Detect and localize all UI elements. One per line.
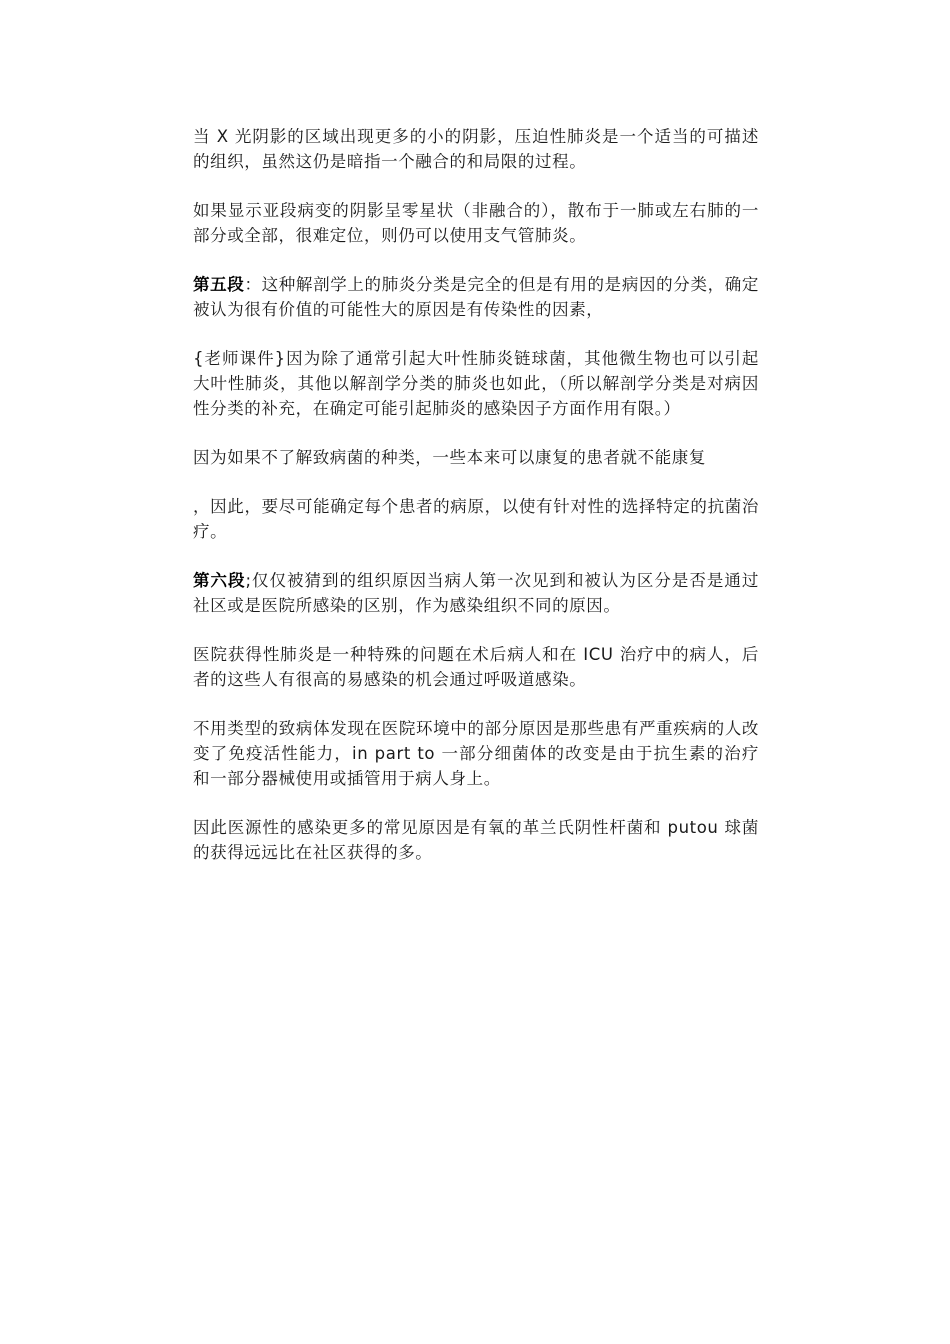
- paragraph-6: [193, 494, 759, 544]
- paragraph-8: [193, 642, 759, 692]
- paragraph-1: [193, 124, 759, 174]
- paragraph-text: 不用类型的致病体发现在医院环境中的部分原因是那些患有严重疾病的人改变了免疫活性能力，in part to 一部分细菌体的改变是由于抗生素的治疗和一部分器械使用或插管用于病人身上。: [193, 719, 759, 788]
- paragraph-5: [193, 445, 759, 470]
- paragraph-text: ，因此，要尽可能确定每个患者的病原，以使有针对性的选择特定的抗菌治疗。: [193, 497, 759, 541]
- paragraph-text: 因此医源性的感染更多的常见原因是有氧的革兰氏阴性杆菌和 putou 球菌的获得远远比在社区获得的多。: [193, 818, 759, 862]
- document-body: [193, 124, 759, 889]
- paragraph-text: 医院获得性肺炎是一种特殊的问题在术后病人和在 ICU 治疗中的病人，后者的这些人有很高的易感染的机会通过呼吸道感染。: [193, 645, 759, 689]
- paragraph-text: ：这种解剖学上的肺炎分类是完全的但是有用的是病因的分类，确定被认为很有价值的可能性大的原因是有传染性的因素，: [193, 275, 759, 319]
- paragraph-text: 当 X 光阴影的区域出现更多的小的阴影，压迫性肺炎是一个适当的可描述的组织，虽然这仍是暗指一个融合的和局限的过程。: [193, 127, 759, 171]
- section-heading-5: 第五段: [193, 275, 245, 294]
- paragraph-4: [193, 346, 759, 421]
- paragraph-text: ;仅仅被猜到的组织原因当病人第一次见到和被认为区分是否是通过社区或是医院所感染的区别，作为感染组织不同的原因。: [193, 571, 759, 615]
- paragraph-9: [193, 716, 759, 791]
- paragraph-10: [193, 815, 759, 865]
- paragraph-2: [193, 198, 759, 248]
- paragraph-3: [193, 272, 759, 322]
- section-heading-6: 第六段: [193, 571, 246, 590]
- paragraph-text: 如果显示亚段病变的阴影呈零星状（非融合的），散布于一肺或左右肺的一部分或全部，很难定位，则仍可以使用支气管肺炎。: [193, 201, 759, 245]
- paragraph-text: {老师课件}因为除了通常引起大叶性肺炎链球菌，其他微生物也可以引起大叶性肺炎，其他以解剖学分类的肺炎也如此，（所以解剖学分类是对病因性分类的补充，在确定可能引起肺炎的感染因子方面作用有限。）: [193, 349, 759, 418]
- paragraph-text: 因为如果不了解致病菌的种类，一些本来可以康复的患者就不能康复: [193, 448, 706, 467]
- paragraph-7: [193, 568, 759, 618]
